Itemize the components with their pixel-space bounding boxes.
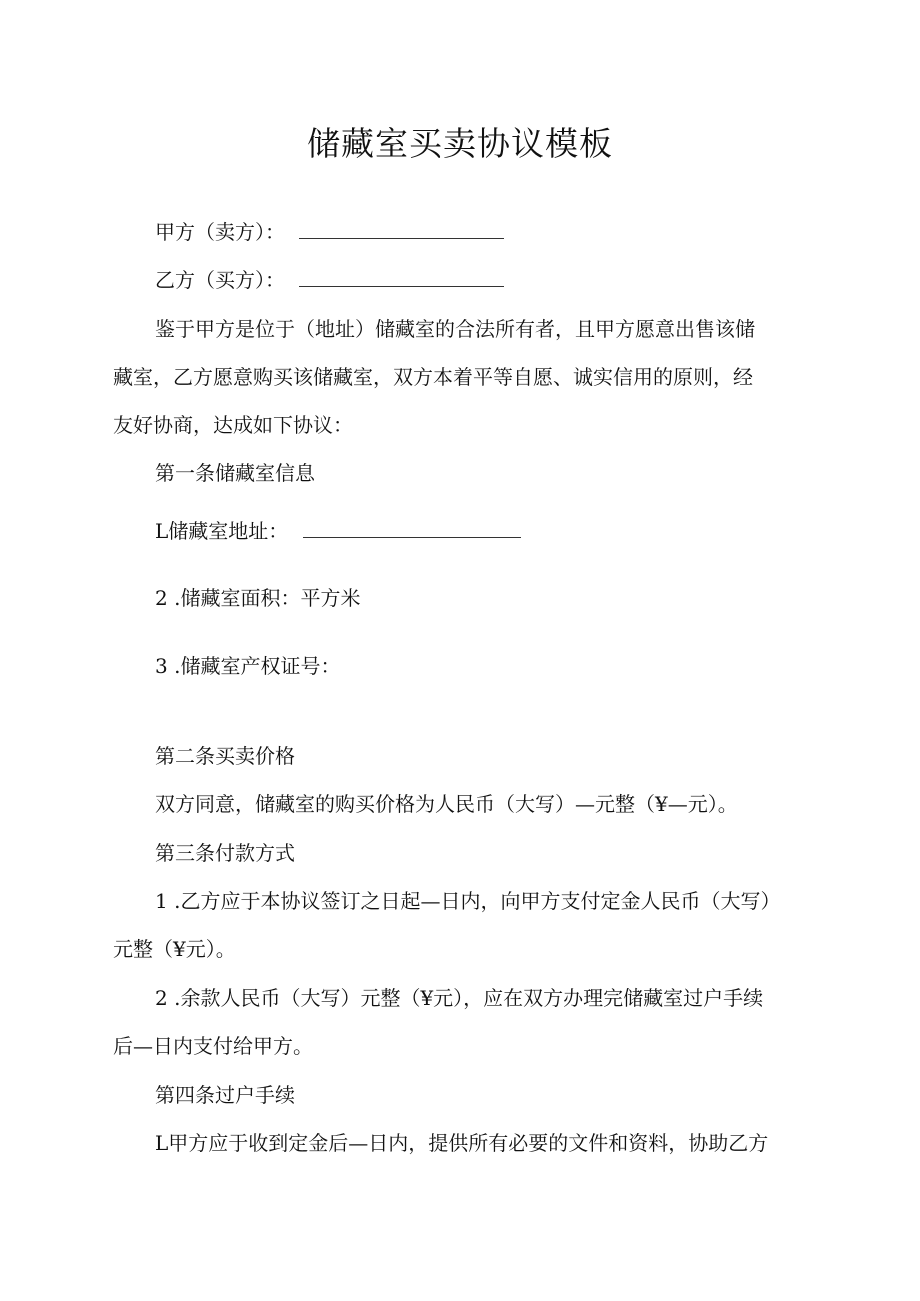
document-title: 储藏室买卖协议模板 (307, 124, 613, 163)
party-a-blank (299, 224, 504, 239)
party-b-label: 乙方（买方）： (155, 268, 285, 292)
storage-address-blank (303, 523, 521, 538)
party-b-blank (299, 272, 504, 287)
payment-item-2-line-2: 后—日内支付给甲方。 (113, 1034, 313, 1058)
property-cert-line: 3 .储藏室产权证号： (155, 654, 341, 678)
article-2-text: 双方同意，储藏室的购买价格为人民币（大写）—元整（¥—元）。 (155, 792, 738, 816)
payment-item-2-line-1: 2 .余款人民币（大写）元整（¥元），应在双方办理完储藏室过户手续 (155, 986, 764, 1010)
article-2-heading: 第二条买卖价格 (155, 744, 295, 768)
preamble-line-2: 藏室，乙方愿意购买该储藏室，双方本着平等自愿、诚实信用的原则，经 (113, 365, 753, 389)
party-b-line (155, 267, 504, 293)
payment-item-1-line-2: 元整（¥元）。 (113, 937, 236, 961)
party-a-label: 甲方（卖方）： (155, 220, 285, 244)
preamble-line-1: 鉴于甲方是位于（地址）储藏室的合法所有者，且甲方愿意出售该储 (155, 317, 755, 341)
party-a-line (155, 219, 504, 245)
storage-area-line: 2 .储藏室面积：平方米 (155, 586, 361, 610)
storage-address-line (155, 518, 521, 544)
storage-address-label: L储藏室地址： (155, 519, 289, 543)
article-3-heading: 第三条付款方式 (155, 841, 295, 865)
transfer-item-1-line-1: L甲方应于收到定金后—日内，提供所有必要的文件和资料，协助乙方 (155, 1131, 769, 1155)
payment-item-1-line-1: 1 .乙方应于本协议签订之日起—日内，向甲方支付定金人民币（大写） (155, 889, 781, 913)
article-1-heading: 第一条储藏室信息 (155, 461, 315, 485)
article-4-heading: 第四条过户手续 (155, 1083, 295, 1107)
preamble-line-3: 友好协商，达成如下协议： (113, 413, 353, 437)
